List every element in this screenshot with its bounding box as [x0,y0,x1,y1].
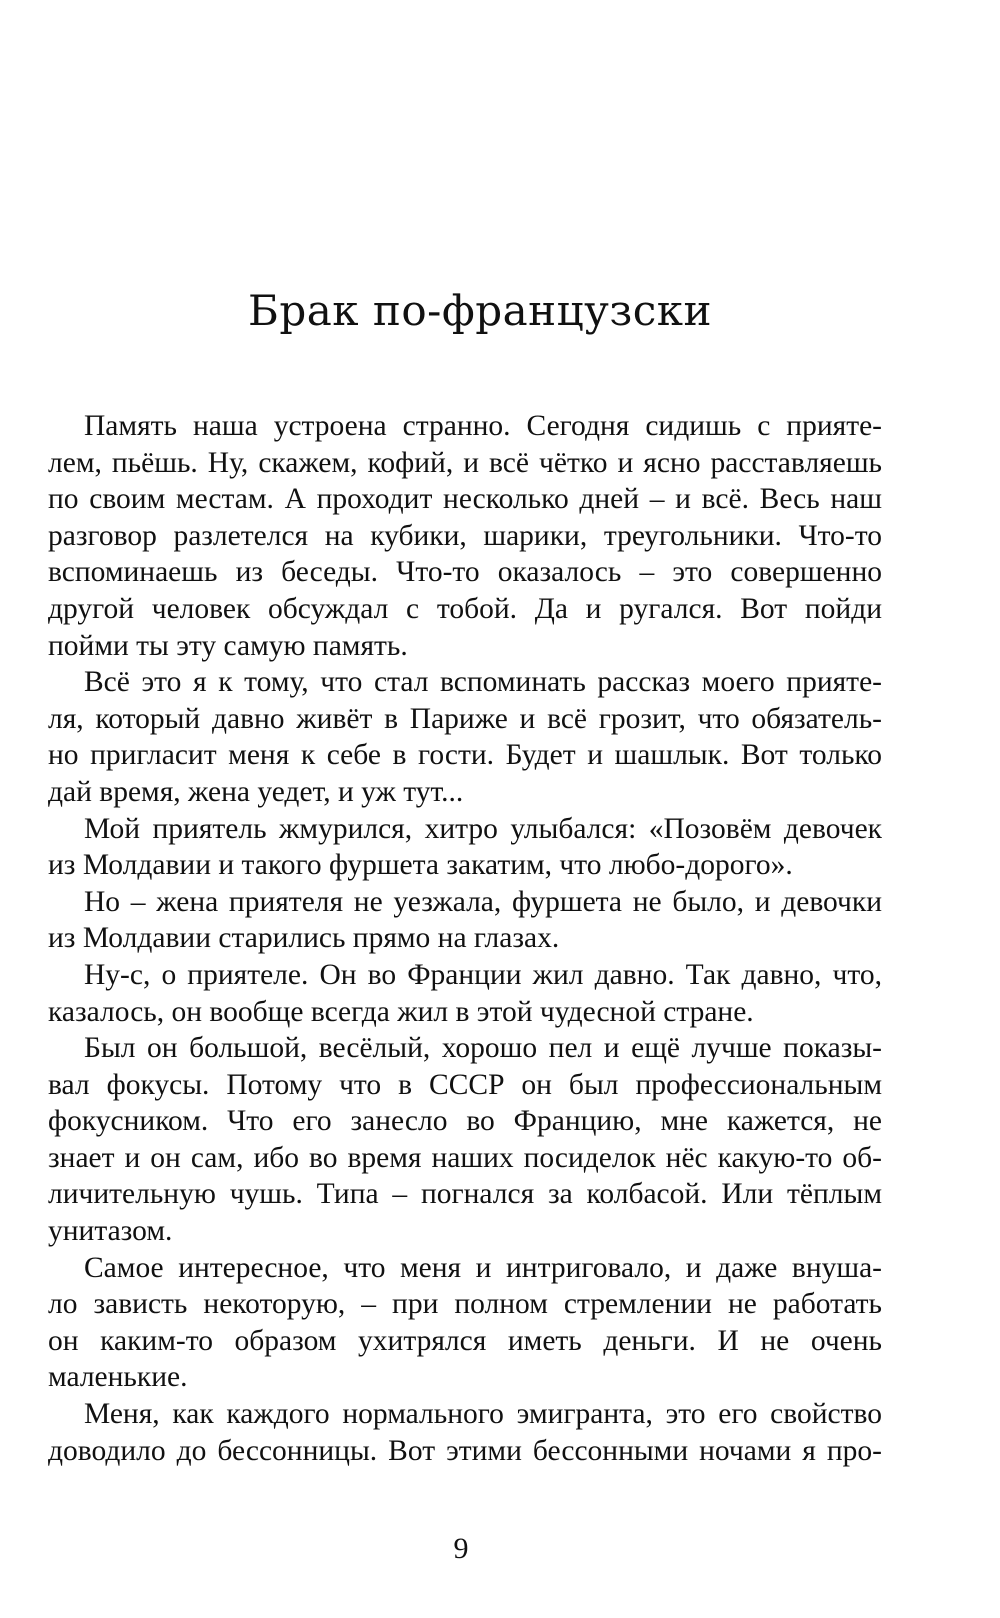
paragraph [48,957,882,1030]
paragraph [48,408,882,664]
text-line: по своим местам. А проходит несколько дней – и всё. Весь наш [48,483,882,516]
text-line: Память наша устроена странно. Сегодня сидишь с прияте- [84,410,882,442]
text-line: унитазом. [48,1215,173,1248]
paragraph [48,884,882,957]
text-line: разговор разлетелся на кубики, шарики, треугольники. Что-то [48,519,882,552]
paragraph [48,1250,882,1396]
paragraph [48,811,882,884]
text-line: Мой приятель жмурился, хитро улыбался: «Позовём девочек [84,812,882,845]
text-line: из Молдавии и такого фуршета закатим, что любо-дорого». [48,849,793,882]
text-line: доводило до бессонницы. Вот этими бессонными ночами я про- [48,1434,882,1467]
text-line: Меня, как каждого нормального эмигранта, это его свойство [84,1398,882,1431]
text-line: Самое интересное, что меня и интриговало, и даже внуша- [84,1251,882,1284]
text-line: личительную чушь. Типа – погнался за колбасой. Или тёплым [48,1178,882,1211]
text-line: маленькие. [48,1361,188,1394]
text-line: он каким-то образом ухитрялся иметь деньги. И не очень [48,1324,882,1357]
text-line: ля, который давно живёт в Париже и всё грозит, что обязатель- [48,702,882,735]
text-line: вспоминаешь из беседы. Что-то оказалось – это совершенно [48,556,882,589]
page-number: 9 [453,1532,469,1565]
text-line: но пригласит меня к себе в гости. Будет и шашлык. Вот только [48,739,882,772]
text-line: Ну-с, о приятеле. Он во Франции жил давно. Так давно, что, [84,958,882,991]
paragraph [48,1030,882,1250]
paragraph [48,1396,882,1469]
text-line: из Молдавии старились прямо на глазах. [48,922,560,955]
text-line: фокусником. Что его занесло во Францию, мне кажется, не [48,1105,882,1138]
text-line: вал фокусы. Потому что в СССР он был профессиональным [48,1068,882,1101]
chapter-title: Брак по-французски [247,286,713,335]
text-line: Но – жена приятеля не уезжала, фуршета не было, и девочки [84,885,882,918]
text-line: Всё это я к тому, что стал вспоминать рассказ моего прияте- [84,666,882,699]
paragraph [48,664,882,810]
text-line: знает и он сам, ибо во время наших посиделок нёс какую-то об- [48,1141,882,1174]
text-line: лем, пьёшь. Ну, скажем, кофий, и всё чётко и ясно расставляешь [48,446,882,479]
text-line: другой человек обсуждал с тобой. Да и ругался. Вот пойди [48,592,882,625]
text-line: дай время, жена уедет, и уж тут... [48,775,464,808]
text-line: ло зависть некоторую, – при полном стремлении не работать [48,1288,882,1321]
text-line: пойми ты эту самую память. [48,629,408,662]
text-line: казалось, он вообще всегда жил в этой чудесной стране. [48,995,754,1028]
chapter-body [48,408,882,1469]
text-line: Был он большой, весёлый, хорошо пел и ещё лучше показы- [84,1032,882,1065]
